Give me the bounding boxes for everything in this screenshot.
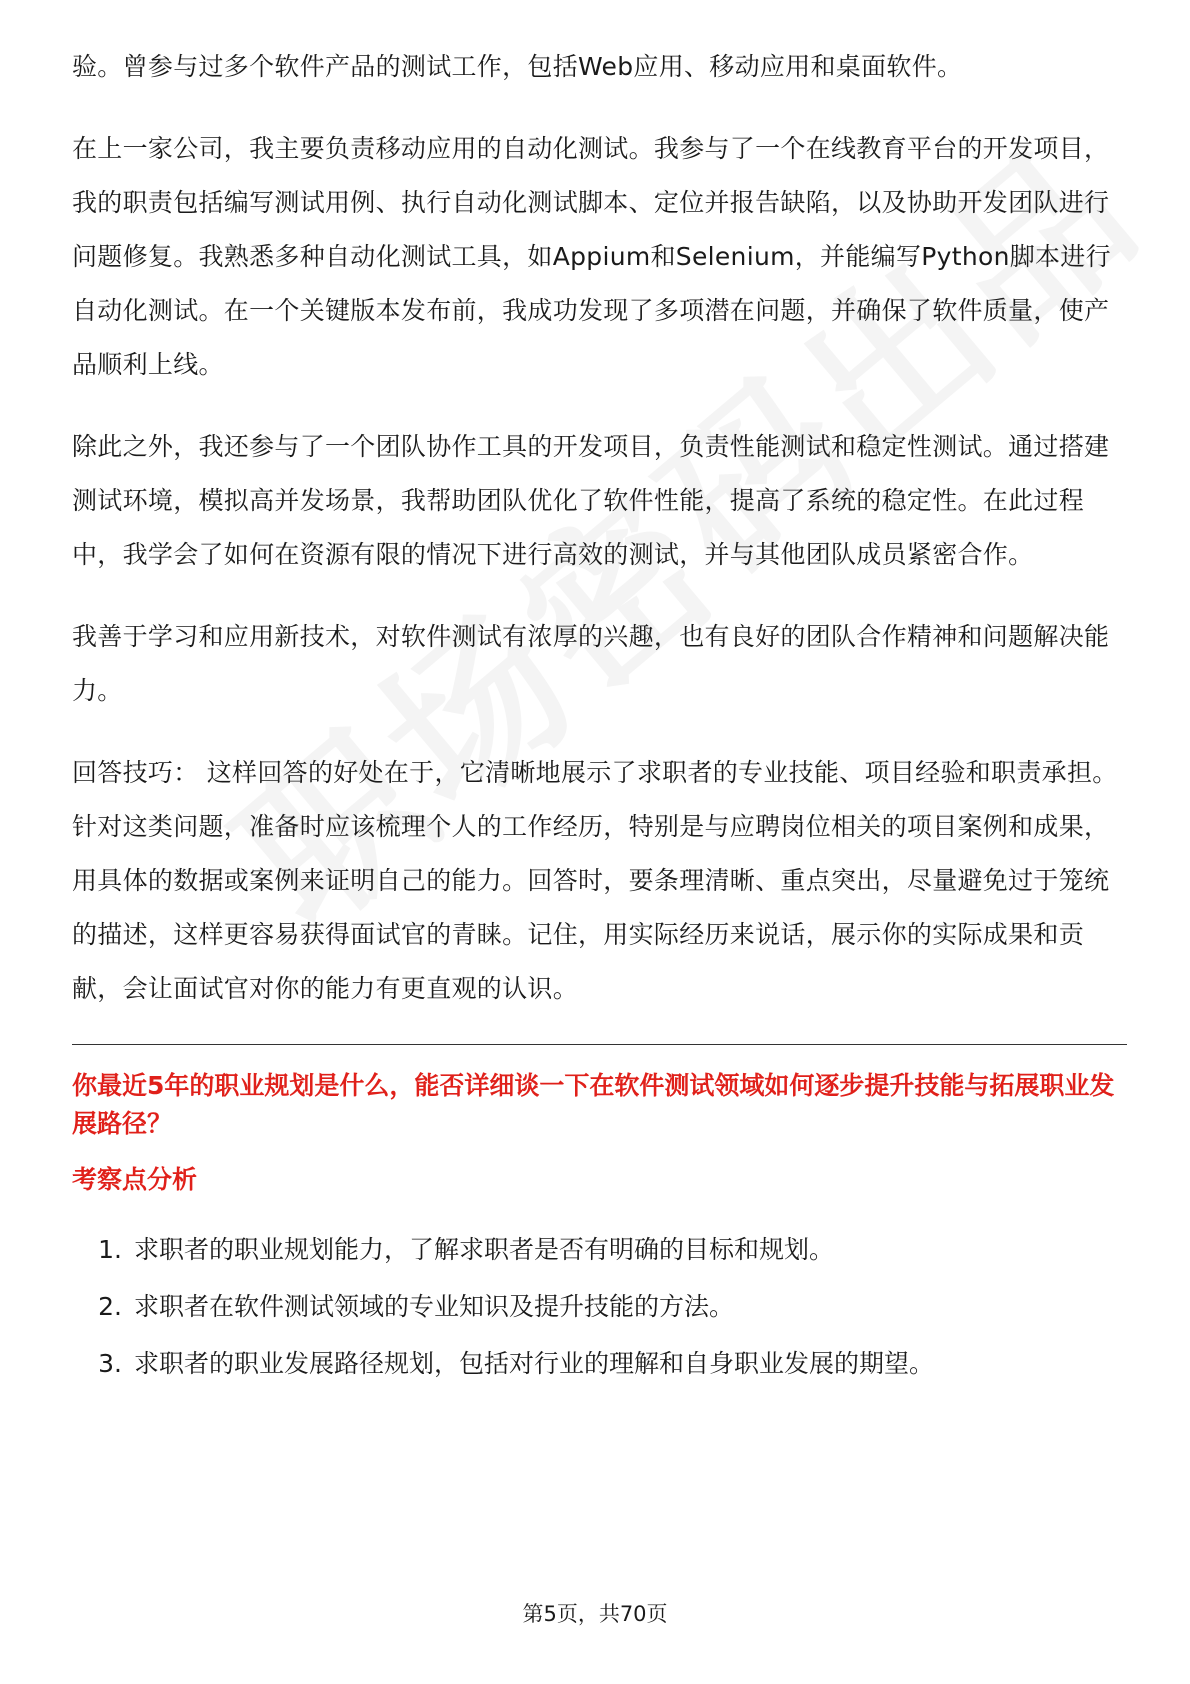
paragraph-3: 除此之外，我还参与了一个团队协作工具的开发项目，负责性能测试和稳定性测试。通过搭建测试环境，模拟高并发场景，我帮助团队优化了软件性能，提高了系统的稳定性。在此过程中，我学会了如何在资源有限的情况下进行高效的测试，并与其他团队成员紧密合作。 bbox=[72, 432, 1110, 569]
list-item-text: 求职者的职业发展路径规划，包括对行业的理解和自身职业发展的期望。 bbox=[134, 1349, 935, 1378]
question-heading: 你最近5年的职业规划是什么，能否详细谈一下在软件测试领域如何逐步提升技能与拓展职业发展路径？ bbox=[72, 1071, 1115, 1138]
page-content bbox=[72, 40, 1127, 1392]
answer-tips-paragraph: 回答技巧： 这样回答的好处在于，它清晰地展示了求职者的专业技能、项目经验和职责承担。针对这类问题，准备时应该梳理个人的工作经历，特别是与应聘岗位相关的项目案例和成果，用具体的数据或案例来证明自己的能力。回答时，要条理清晰、重点突出，尽量避免过于笼统的描述，这样更容易获得面试官的青睐。记住，用实际经历来说话，展示你的实际成果和贡献，会让面试官对你的能力有更直观的认识。 bbox=[72, 758, 1118, 1003]
list-item bbox=[72, 1278, 1127, 1335]
paragraph-1: 验。曾参与过多个软件产品的测试工作，包括Web应用、移动应用和桌面软件。 bbox=[72, 52, 963, 81]
list-item-text: 求职者的职业规划能力，了解求职者是否有明确的目标和规划。 bbox=[134, 1235, 835, 1264]
list-item bbox=[72, 1221, 1127, 1278]
section-divider bbox=[72, 1044, 1127, 1045]
paragraph-4: 我善于学习和应用新技术，对软件测试有浓厚的兴趣，也有良好的团队合作精神和问题解决能力。 bbox=[72, 622, 1110, 705]
list-item bbox=[72, 1335, 1127, 1392]
analysis-points-list bbox=[72, 1221, 1127, 1392]
list-item-number: 2. bbox=[98, 1292, 122, 1321]
list-item-number: 1. bbox=[98, 1235, 122, 1264]
list-item-number: 3. bbox=[98, 1349, 122, 1378]
page-number-footer: 第5页，共70页 bbox=[522, 1602, 668, 1626]
analysis-heading: 考察点分析 bbox=[72, 1165, 198, 1194]
list-item-text: 求职者在软件测试领域的专业知识及提升技能的方法。 bbox=[134, 1292, 735, 1321]
paragraph-2: 在上一家公司，我主要负责移动应用的自动化测试。我参与了一个在线教育平台的开发项目，我的职责包括编写测试用例、执行自动化测试脚本、定位并报告缺陷，以及协助开发团队进行问题修复。我熟悉多种自动化测试工具，如Appium和Selenium，并能编写Python脚本进行自动化测试。在一个关键版本发布前，我成功发现了多项潜在问题，并确保了软件质量，使产品顺利上线。 bbox=[72, 134, 1111, 379]
